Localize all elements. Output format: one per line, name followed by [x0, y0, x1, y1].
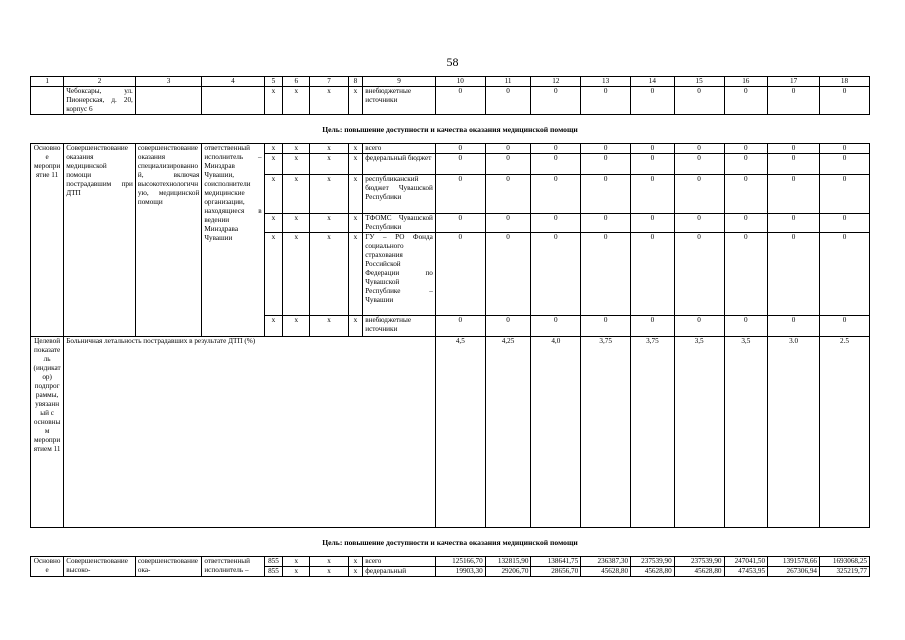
column-number: 5 [264, 77, 283, 87]
value-cell: 0 [485, 87, 531, 115]
table-cell: x [348, 233, 363, 316]
column-number: 10 [435, 77, 485, 87]
value-cell: 125166,70 [435, 557, 485, 567]
table-cell: x [264, 175, 283, 214]
funding-source: внебюджетные источники [363, 87, 436, 115]
column-number: 7 [310, 77, 348, 87]
value-cell: 0 [724, 214, 768, 233]
value-cell: 0 [631, 175, 675, 214]
table-cell: x [283, 214, 310, 233]
value-cell: 0 [820, 316, 870, 337]
table-cell: x [264, 87, 283, 115]
table-cell: x [348, 567, 363, 577]
table-cell: x [283, 175, 310, 214]
table-cell: x [264, 316, 283, 337]
goal-row [31, 528, 870, 557]
value-cell: 28656,70 [531, 567, 581, 577]
indicator-value: 3,5 [674, 337, 724, 528]
value-cell: 0 [485, 175, 531, 214]
funding-source: всего [363, 144, 436, 154]
column-number: 16 [724, 77, 768, 87]
value-cell: 0 [674, 233, 724, 316]
value-cell: 1693068,25 [820, 557, 870, 567]
value-cell: 0 [435, 144, 485, 154]
table-cell: x [348, 144, 363, 154]
value-cell: 0 [631, 316, 675, 337]
value-cell: 0 [581, 175, 631, 214]
table-cell: x [348, 154, 363, 175]
value-cell: 0 [724, 175, 768, 214]
value-cell: 267306,94 [768, 567, 820, 577]
value-cell: 29206,70 [485, 567, 531, 577]
table-row [31, 557, 870, 567]
value-cell: 0 [581, 144, 631, 154]
value-cell: 0 [631, 214, 675, 233]
value-cell: 0 [581, 316, 631, 337]
value-cell: 0 [674, 87, 724, 115]
column-number: 2 [64, 77, 136, 87]
column-number: 1 [31, 77, 64, 87]
table-row [31, 144, 870, 154]
value-cell: 237539,90 [631, 557, 675, 567]
measure-name: Совершенствование высоко- [64, 557, 136, 577]
value-cell: 0 [820, 154, 870, 175]
indicator-text: Больничная летальность пострадавших в результате ДТП (%) [64, 337, 436, 528]
value-cell: 1391578,66 [768, 557, 820, 567]
table-cell: x [348, 316, 363, 337]
column-number: 18 [820, 77, 870, 87]
value-cell: 236387,30 [581, 557, 631, 567]
value-cell: 325219,77 [820, 567, 870, 577]
value-cell: 0 [724, 87, 768, 115]
value-cell: 0 [581, 214, 631, 233]
indicator-value: 3,5 [724, 337, 768, 528]
indicator-row [31, 337, 870, 528]
table-cell: x [310, 175, 348, 214]
value-cell: 45628,80 [631, 567, 675, 577]
table-cell [135, 87, 201, 115]
table-cell: x [283, 557, 310, 567]
table-cell: 855 [264, 567, 283, 577]
goal-row [31, 115, 870, 144]
indicator-value: 3,75 [581, 337, 631, 528]
value-cell: 0 [435, 316, 485, 337]
value-cell: 0 [724, 144, 768, 154]
value-cell: 0 [435, 175, 485, 214]
table-cell [202, 87, 264, 115]
column-number: 17 [768, 77, 820, 87]
page-number: 58 [446, 55, 459, 69]
table-cell: x [348, 214, 363, 233]
value-cell: 0 [820, 175, 870, 214]
table-cell: x [264, 144, 283, 154]
table-cell: x [310, 233, 348, 316]
funding-source: ГУ – РО Фонда социального страхования Российской Федерации по Чувашской Республике – Чувашии [363, 233, 436, 316]
table-cell: x [310, 557, 348, 567]
table-row [31, 87, 870, 115]
table-cell: x [348, 175, 363, 214]
value-cell: 47453,95 [724, 567, 768, 577]
value-cell: 0 [820, 87, 870, 115]
funding-source: ТФОМС Чувашской Республики [363, 214, 436, 233]
value-cell: 138641,75 [531, 557, 581, 567]
table-cell: x [264, 154, 283, 175]
value-cell: 0 [724, 233, 768, 316]
table-cell: x [348, 87, 363, 115]
measure-label: Основное [31, 557, 64, 577]
funding-source: республиканский бюджет Чувашской Республики [363, 175, 436, 214]
value-cell: 247041,50 [724, 557, 768, 567]
value-cell: 0 [724, 316, 768, 337]
column-number: 4 [202, 77, 264, 87]
value-cell: 0 [820, 233, 870, 316]
value-cell: 0 [485, 154, 531, 175]
value-cell: 0 [631, 233, 675, 316]
column-number: 14 [631, 77, 675, 87]
table-cell: x [310, 214, 348, 233]
column-number: 11 [485, 77, 531, 87]
table-cell: x [283, 154, 310, 175]
value-cell: 132815,90 [485, 557, 531, 567]
column-number: 6 [283, 77, 310, 87]
column-number: 3 [135, 77, 201, 87]
value-cell: 0 [768, 87, 820, 115]
value-cell: 0 [674, 144, 724, 154]
value-cell: 0 [531, 214, 581, 233]
value-cell: 0 [485, 214, 531, 233]
indicator-value: 3.0 [768, 337, 820, 528]
value-cell: 0 [435, 214, 485, 233]
value-cell: 0 [768, 316, 820, 337]
responsible-executor: ответственный исполнитель – Минздрав Чувашии, соисполнители медицинские организации, находящиеся в ведении Минздрава Чувашии [202, 144, 264, 337]
goal-heading: Цель: повышение доступности и качества оказания медицинской помощи [322, 124, 578, 134]
value-cell: 0 [531, 175, 581, 214]
column-number: 8 [348, 77, 363, 87]
value-cell: 0 [485, 144, 531, 154]
table-cell [31, 87, 64, 115]
table-cell: 855 [264, 557, 283, 567]
value-cell: 0 [674, 214, 724, 233]
table-cell: x [283, 144, 310, 154]
value-cell: 0 [435, 154, 485, 175]
table-cell: x [283, 87, 310, 115]
value-cell: 45628,80 [581, 567, 631, 577]
value-cell: 0 [820, 214, 870, 233]
value-cell: 0 [581, 154, 631, 175]
value-cell: 19903,30 [435, 567, 485, 577]
funding-source: внебюджетные источники [363, 316, 436, 337]
table-cell: x [310, 154, 348, 175]
value-cell: 0 [674, 175, 724, 214]
responsible-executor: ответственный исполнитель – [202, 557, 264, 577]
measure-description: совершенствование ока- [135, 557, 201, 577]
measure-label: Основное мероприятие 11 [31, 144, 64, 337]
table-cell: x [283, 316, 310, 337]
value-cell: 0 [631, 144, 675, 154]
value-cell: 0 [485, 233, 531, 316]
value-cell: 0 [631, 154, 675, 175]
indicator-value: 3,75 [631, 337, 675, 528]
funding-source: федеральный бюджет [363, 154, 436, 175]
indicator-value: 4,5 [435, 337, 485, 528]
goal-heading: Цель: повышение доступности и качества оказания медицинской помощи [322, 537, 578, 547]
table-cell: x [264, 233, 283, 316]
value-cell: 0 [768, 144, 820, 154]
value-cell: 45628,80 [674, 567, 724, 577]
measure-name: Совершенствование оказания медицинской помощи пострадавшим при ДТП [64, 144, 136, 337]
table-cell: x [310, 316, 348, 337]
table-cell: x [348, 557, 363, 567]
address-cell: Чебоксары, ул. Пионерская, д. 20, корпус 6 [64, 87, 136, 115]
value-cell: 0 [581, 87, 631, 115]
value-cell: 0 [531, 154, 581, 175]
value-cell: 0 [531, 144, 581, 154]
budget-table [30, 76, 870, 577]
value-cell: 0 [435, 233, 485, 316]
table-cell: x [283, 233, 310, 316]
indicator-value: 2.5 [820, 337, 870, 528]
table-cell: x [283, 567, 310, 577]
value-cell: 0 [724, 154, 768, 175]
table-cell: x [310, 144, 348, 154]
table-cell: x [310, 87, 348, 115]
column-number: 9 [363, 77, 436, 87]
value-cell: 0 [768, 154, 820, 175]
value-cell: 0 [674, 154, 724, 175]
value-cell: 0 [531, 316, 581, 337]
value-cell: 0 [435, 87, 485, 115]
indicator-label: Целевой показатель (индикатор) подпрограммы, увязанный с основным мероприятием 11 [31, 337, 64, 528]
value-cell: 0 [820, 144, 870, 154]
indicator-value: 4,0 [531, 337, 581, 528]
value-cell: 0 [531, 233, 581, 316]
value-cell: 0 [485, 316, 531, 337]
header-row [31, 77, 870, 87]
funding-source: всего [363, 557, 436, 567]
value-cell: 0 [581, 233, 631, 316]
column-number: 13 [581, 77, 631, 87]
measure-description: совершенствование оказания специализированной, включая высокотехнологичную, медицинской помощи [135, 144, 201, 337]
table-cell: x [264, 214, 283, 233]
value-cell: 237539,90 [674, 557, 724, 567]
indicator-value: 4,25 [485, 337, 531, 528]
value-cell: 0 [631, 87, 675, 115]
value-cell: 0 [768, 175, 820, 214]
table-cell: x [310, 567, 348, 577]
column-number: 12 [531, 77, 581, 87]
value-cell: 0 [768, 214, 820, 233]
funding-source: федеральный [363, 567, 436, 577]
value-cell: 0 [768, 233, 820, 316]
value-cell: 0 [674, 316, 724, 337]
column-number: 15 [674, 77, 724, 87]
value-cell: 0 [531, 87, 581, 115]
